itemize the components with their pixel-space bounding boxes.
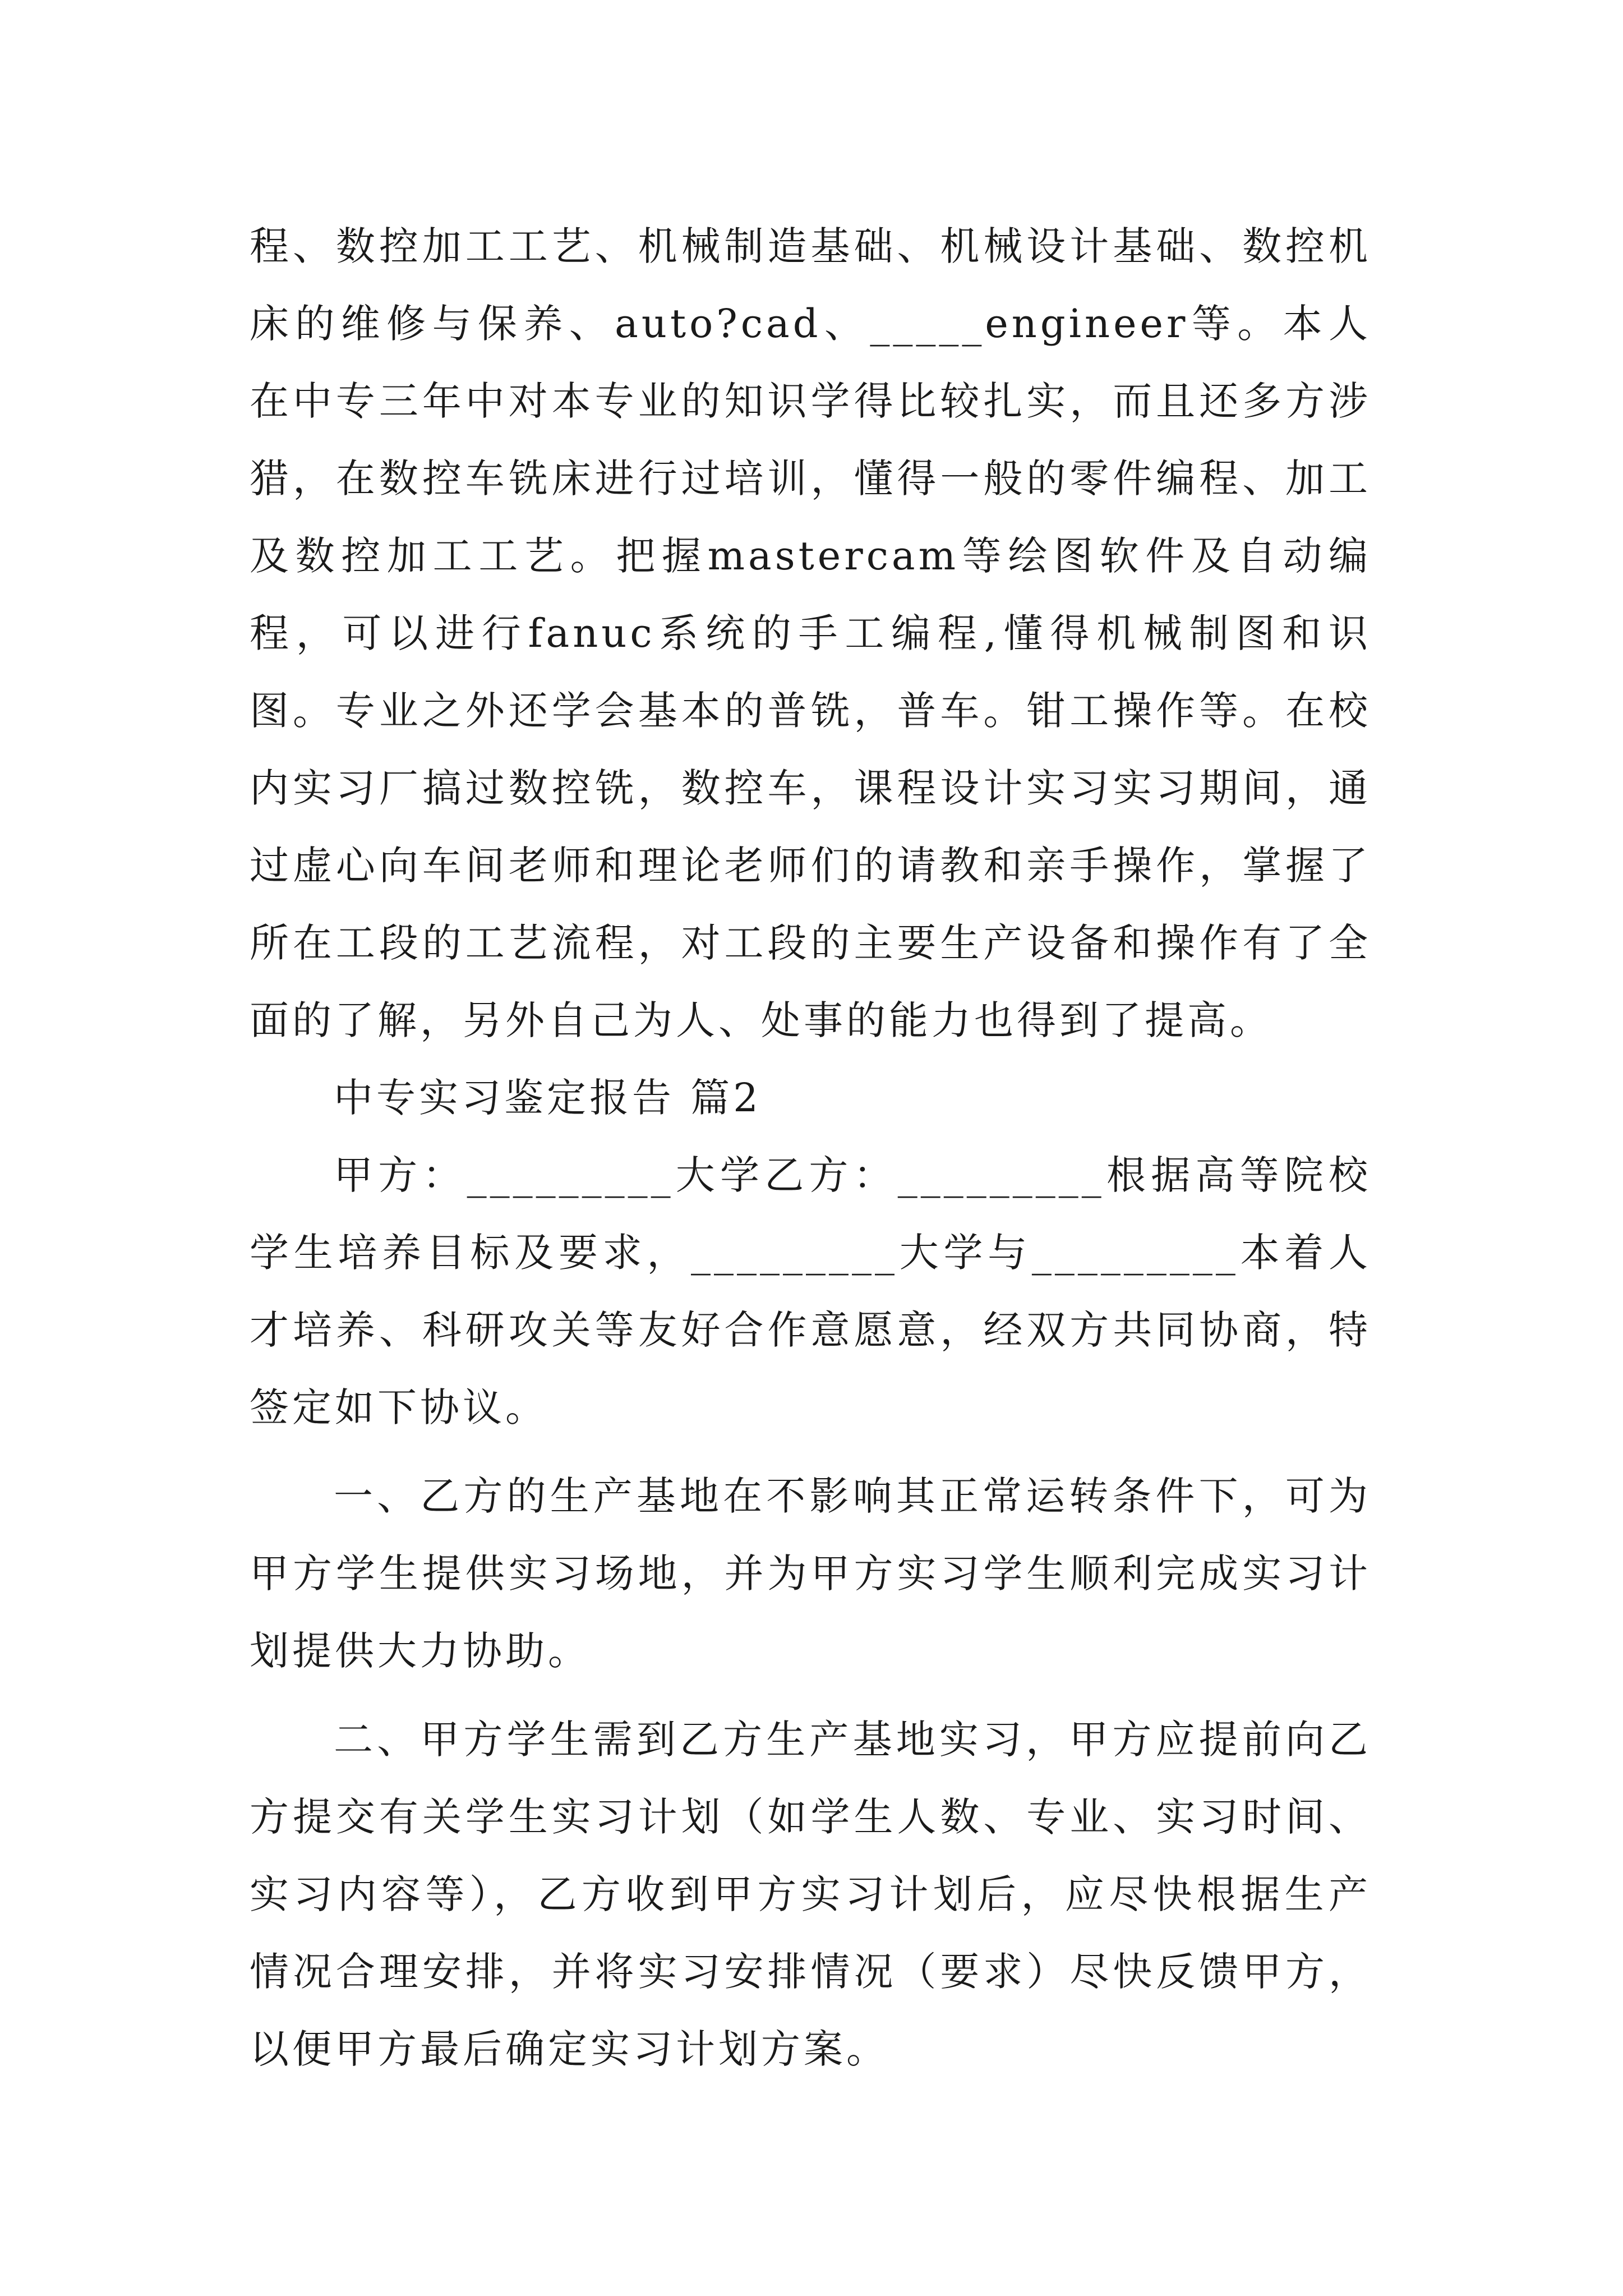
agreement-clause-2: 二、甲方学生需到乙方生产基地实习，甲方应提前向乙方提交有关学生实习计划（如学生人数、专业、实习时间、实习内容等），乙方收到甲方实习计划后，应尽快根据生产情况合理安排，并将实习安排情况（要求）尽快反馈甲方，以便甲方最后确定实习计划方案。	[250, 1717, 1371, 2072]
agreement-clause-1: 一、乙方的生产基地在不影响其正常运转条件下，可为甲方学生提供实习场地，并为甲方实习学生顺利完成实习计划提供大力协助。	[250, 1473, 1371, 1674]
section-heading: 中专实习鉴定报告 篇2	[334, 1075, 762, 1121]
body-paragraph-intro: 程、数控加工工艺、机械制造基础、机械设计基础、数控机床的维修与保养、auto?cad、_____engineer等。本人在中专三年中对本专业的知识学得比较扎实，而且还多方涉猎，在数控车铣床进行过培训，懂得一般的零件编程、加工及数控加工工艺。把握mastercam等绘图软件及自动编程，可以进行fanuc系统的手工编程,懂得机械制图和识图。专业之外还学会基本的普铣，普车。钳工操作等。在校内实习厂搞过数控铣，数控车，课程设计实习实习期间，通过虚心向车间老师和理论老师们的请教和亲手操作，掌握了所在工段的工艺流程，对工段的主要生产设备和操作有了全面的了解，另外自己为人、处事的能力也得到了提高。	[250, 223, 1371, 1043]
agreement-preamble: 甲方：_________大学乙方：_________根据高等院校学生培养目标及要求，_________大学与_________本着人才培养、科研攻关等友好合作意愿意，经双方共同协商，特签定如下协议。	[250, 1152, 1371, 1430]
document-page	[250, 208, 1371, 2088]
